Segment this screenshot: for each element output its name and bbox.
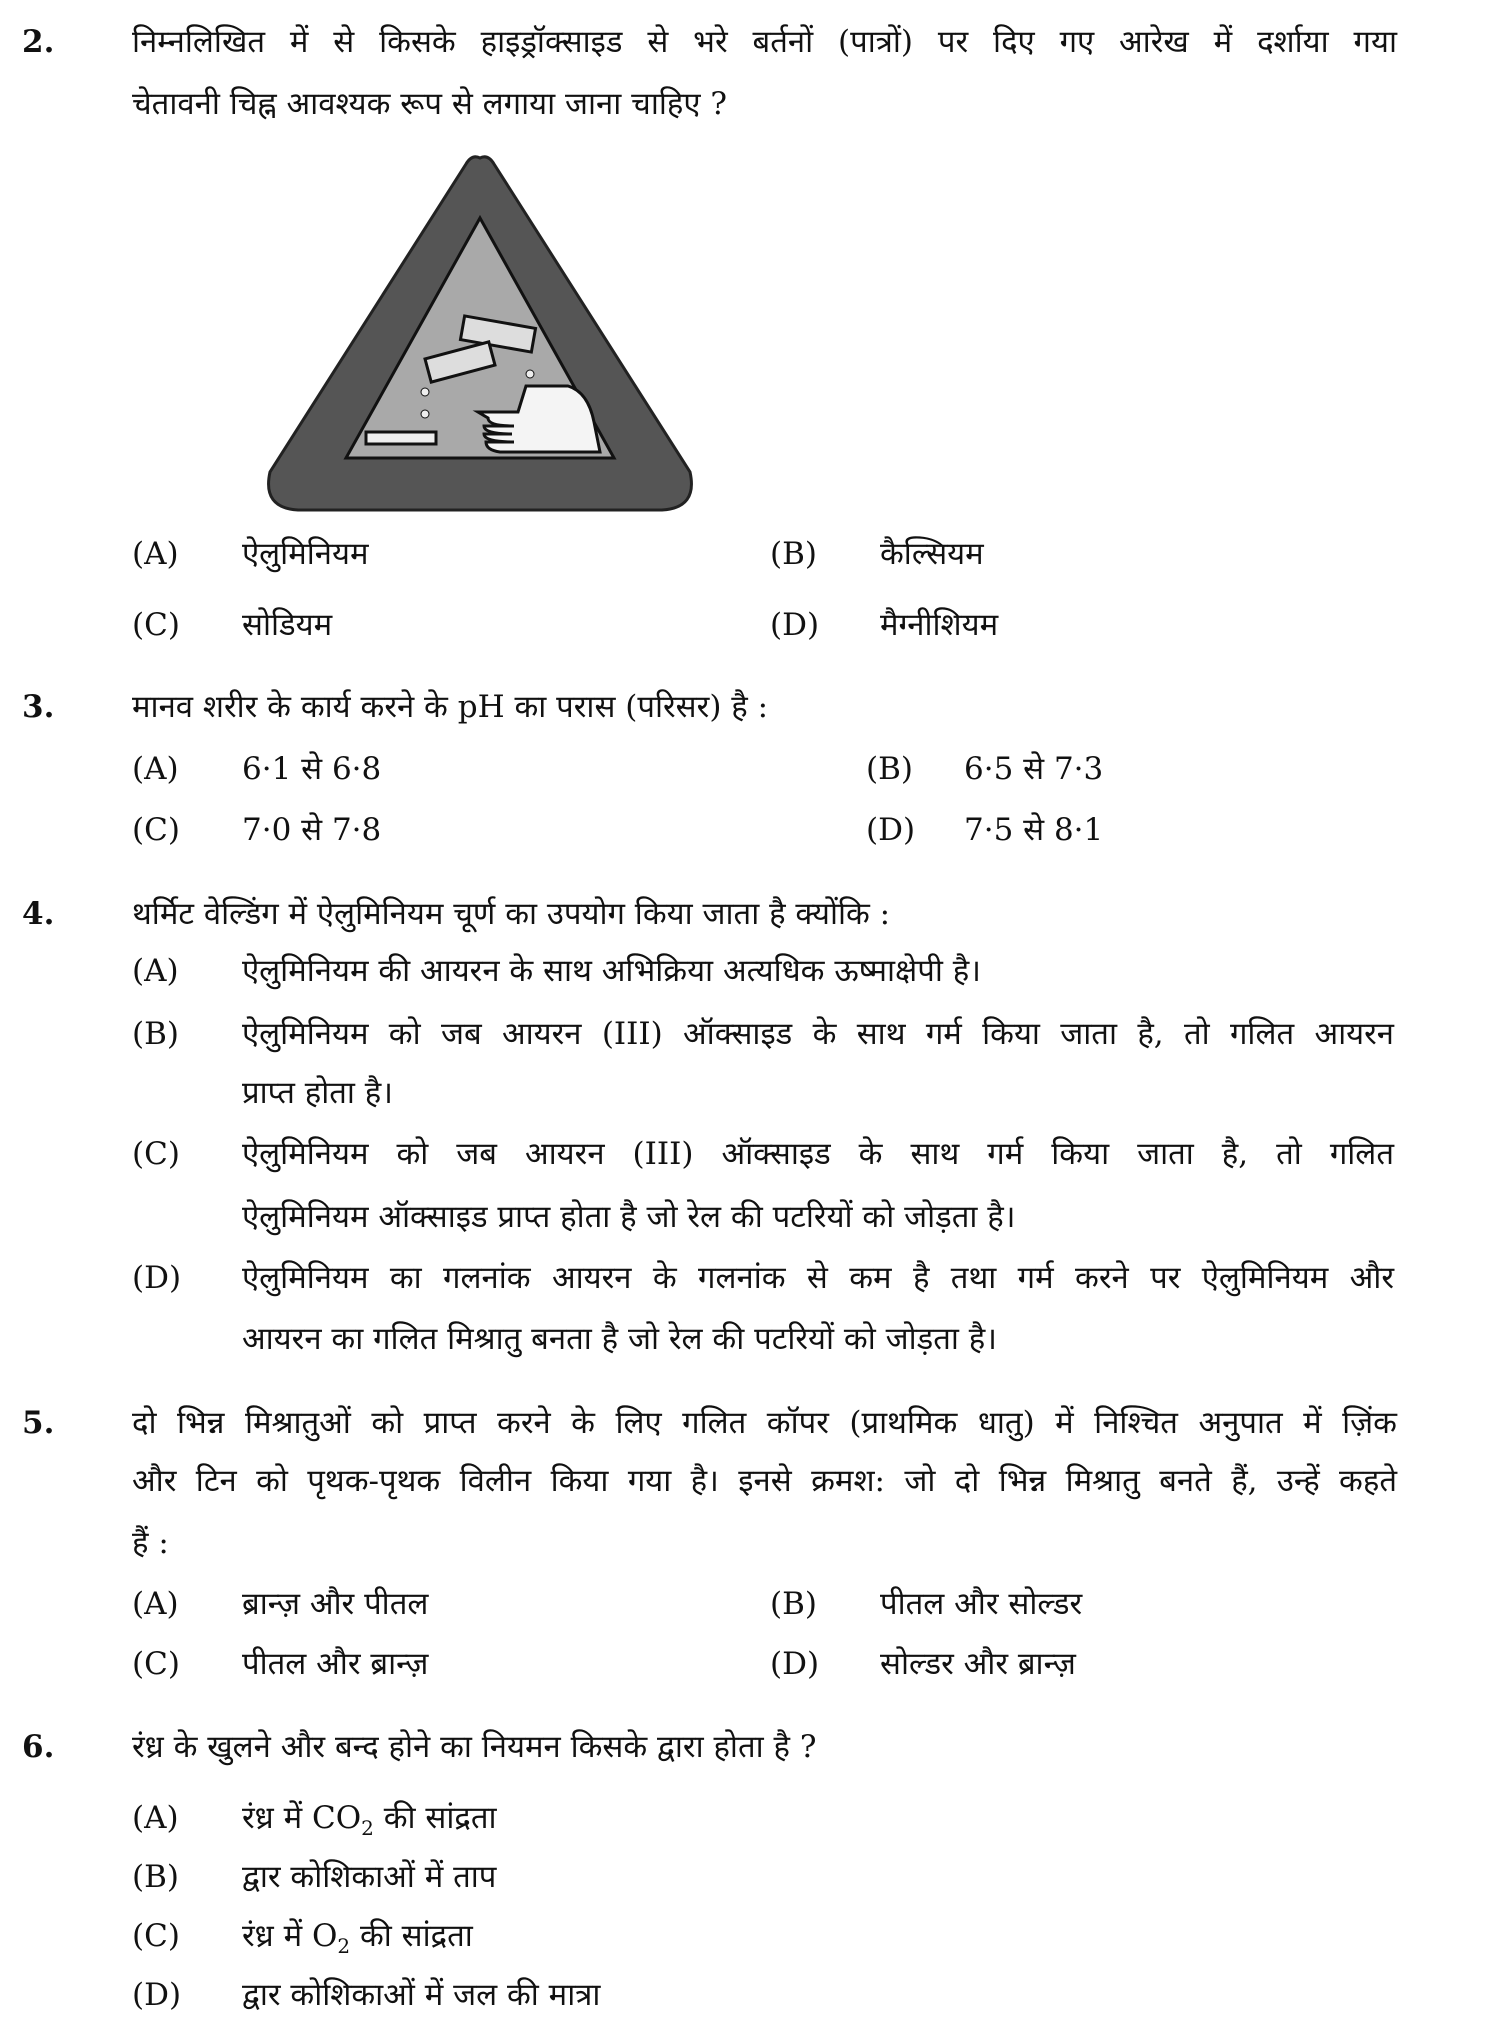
option-label: (A) xyxy=(132,536,179,572)
option-label: (D) xyxy=(866,812,916,848)
option-text xyxy=(242,1798,497,1848)
option-label: (A) xyxy=(132,751,179,787)
option-label: (D) xyxy=(770,1646,820,1682)
corrosive-warning-triangle-icon xyxy=(262,152,698,516)
option-text: आयरन का गलित मिश्रातु बनता है जो रेल की पटरियों को जोड़ता है। xyxy=(242,1321,997,1357)
question-number: 4. xyxy=(22,896,55,932)
subscript: 2 xyxy=(361,1816,374,1841)
option-text: ऐलुमिनियम xyxy=(242,536,369,572)
option-text: पीतल और ब्रान्ज़ xyxy=(242,1646,429,1682)
option-text: प्राप्त होता है। xyxy=(242,1075,393,1111)
question-text: निम्नलिखित में से किसके हाइड्रॉक्साइड से भरे बर्तनों (पात्रों) पर दिए गए आरेख में दर्शाया गया xyxy=(132,24,1397,60)
option-label: (C) xyxy=(132,812,180,848)
option-text: ऐलुमिनियम का गलनांक आयरन के गलनांक से कम है तथा गर्म करने पर ऐलुमिनियम और xyxy=(242,1260,1394,1296)
option-label: (B) xyxy=(132,1016,179,1052)
option-label: (C) xyxy=(132,1646,180,1682)
question-number: 5. xyxy=(22,1405,55,1441)
option-label: (D) xyxy=(132,1260,182,1296)
option-text: द्वार कोशिकाओं में ताप xyxy=(242,1859,497,1895)
option-label: (D) xyxy=(770,607,820,643)
option-label: (B) xyxy=(866,751,913,787)
question-text: मानव शरीर के कार्य करने के pH का परास (परिसर) है : xyxy=(132,689,769,725)
option-text: ऐलुमिनियम की आयरन के साथ अभिक्रिया अत्यधिक ऊष्माक्षेपी है। xyxy=(242,953,981,989)
option-text: पीतल और सोल्डर xyxy=(880,1586,1083,1622)
question-number: 3. xyxy=(22,689,55,725)
option-text: मैग्नीशियम xyxy=(880,607,999,643)
option-text: द्वार कोशिकाओं में जल की मात्रा xyxy=(242,1977,601,2013)
option-label: (C) xyxy=(132,1136,180,1172)
option-text: सोल्डर और ब्रान्ज़ xyxy=(880,1646,1076,1682)
subscript: 2 xyxy=(337,1934,351,1959)
option-text: सोडियम xyxy=(242,607,333,643)
option-text: ऐलुमिनियम ऑक्साइड प्राप्त होता है जो रेल की पटरियों को जोड़ता है। xyxy=(242,1199,1016,1235)
option-text-part: की सांद्रता xyxy=(373,1800,497,1836)
option-label: (B) xyxy=(770,1586,817,1622)
option-text: 7·0 से 7·8 xyxy=(242,812,382,848)
question-text: दो भिन्न मिश्रातुओं को प्राप्त करने के लिए गलित कॉपर (प्राथमिक धातु) में निश्चित अनुपात में ज़िंक xyxy=(132,1405,1397,1441)
question-number: 2. xyxy=(22,24,55,60)
option-text-part: की सांद्रता xyxy=(350,1918,473,1954)
option-text: ब्रान्ज़ और पीतल xyxy=(242,1586,429,1622)
option-text: ऐलुमिनियम को जब आयरन (III) ऑक्साइड के साथ गर्म किया जाता है, तो गलित आयरन xyxy=(242,1016,1394,1052)
question-number: 6. xyxy=(22,1729,55,1765)
option-label: (C) xyxy=(132,607,180,643)
option-label: (A) xyxy=(132,953,179,989)
question-text: और टिन को पृथक-पृथक विलीन किया गया है। इनसे क्रमश: जो दो भिन्न मिश्रातु बनते हैं, उन्हें कहते xyxy=(132,1463,1397,1499)
option-text xyxy=(242,1916,473,1966)
question-text: रंध्र के खुलने और बन्द होने का नियमन किसके द्वारा होता है ? xyxy=(132,1729,817,1765)
option-label: (D) xyxy=(132,1977,182,2013)
option-label: (C) xyxy=(132,1918,180,1954)
question-text: हैं : xyxy=(132,1525,169,1561)
option-label: (A) xyxy=(132,1800,179,1836)
option-label: (B) xyxy=(132,1859,179,1895)
option-text: ऐलुमिनियम को जब आयरन (III) ऑक्साइड के साथ गर्म किया जाता है, तो गलित xyxy=(242,1136,1394,1172)
option-text: 6·1 से 6·8 xyxy=(242,751,382,787)
question-text: चेतावनी चिह्न आवश्यक रूप से लगाया जाना चाहिए ? xyxy=(132,86,727,122)
option-text: 6·5 से 7·3 xyxy=(964,751,1104,787)
option-text-part: रंध्र में CO xyxy=(242,1800,362,1836)
option-label: (A) xyxy=(132,1586,179,1622)
question-text: थर्मिट वेल्डिंग में ऐलुमिनियम चूर्ण का उपयोग किया जाता है क्योंकि : xyxy=(132,896,891,932)
option-text: कैल्सियम xyxy=(880,536,984,572)
option-text: 7·5 से 8·1 xyxy=(964,812,1104,848)
option-label: (B) xyxy=(770,536,817,572)
option-text-part: रंध्र में O xyxy=(242,1918,338,1954)
